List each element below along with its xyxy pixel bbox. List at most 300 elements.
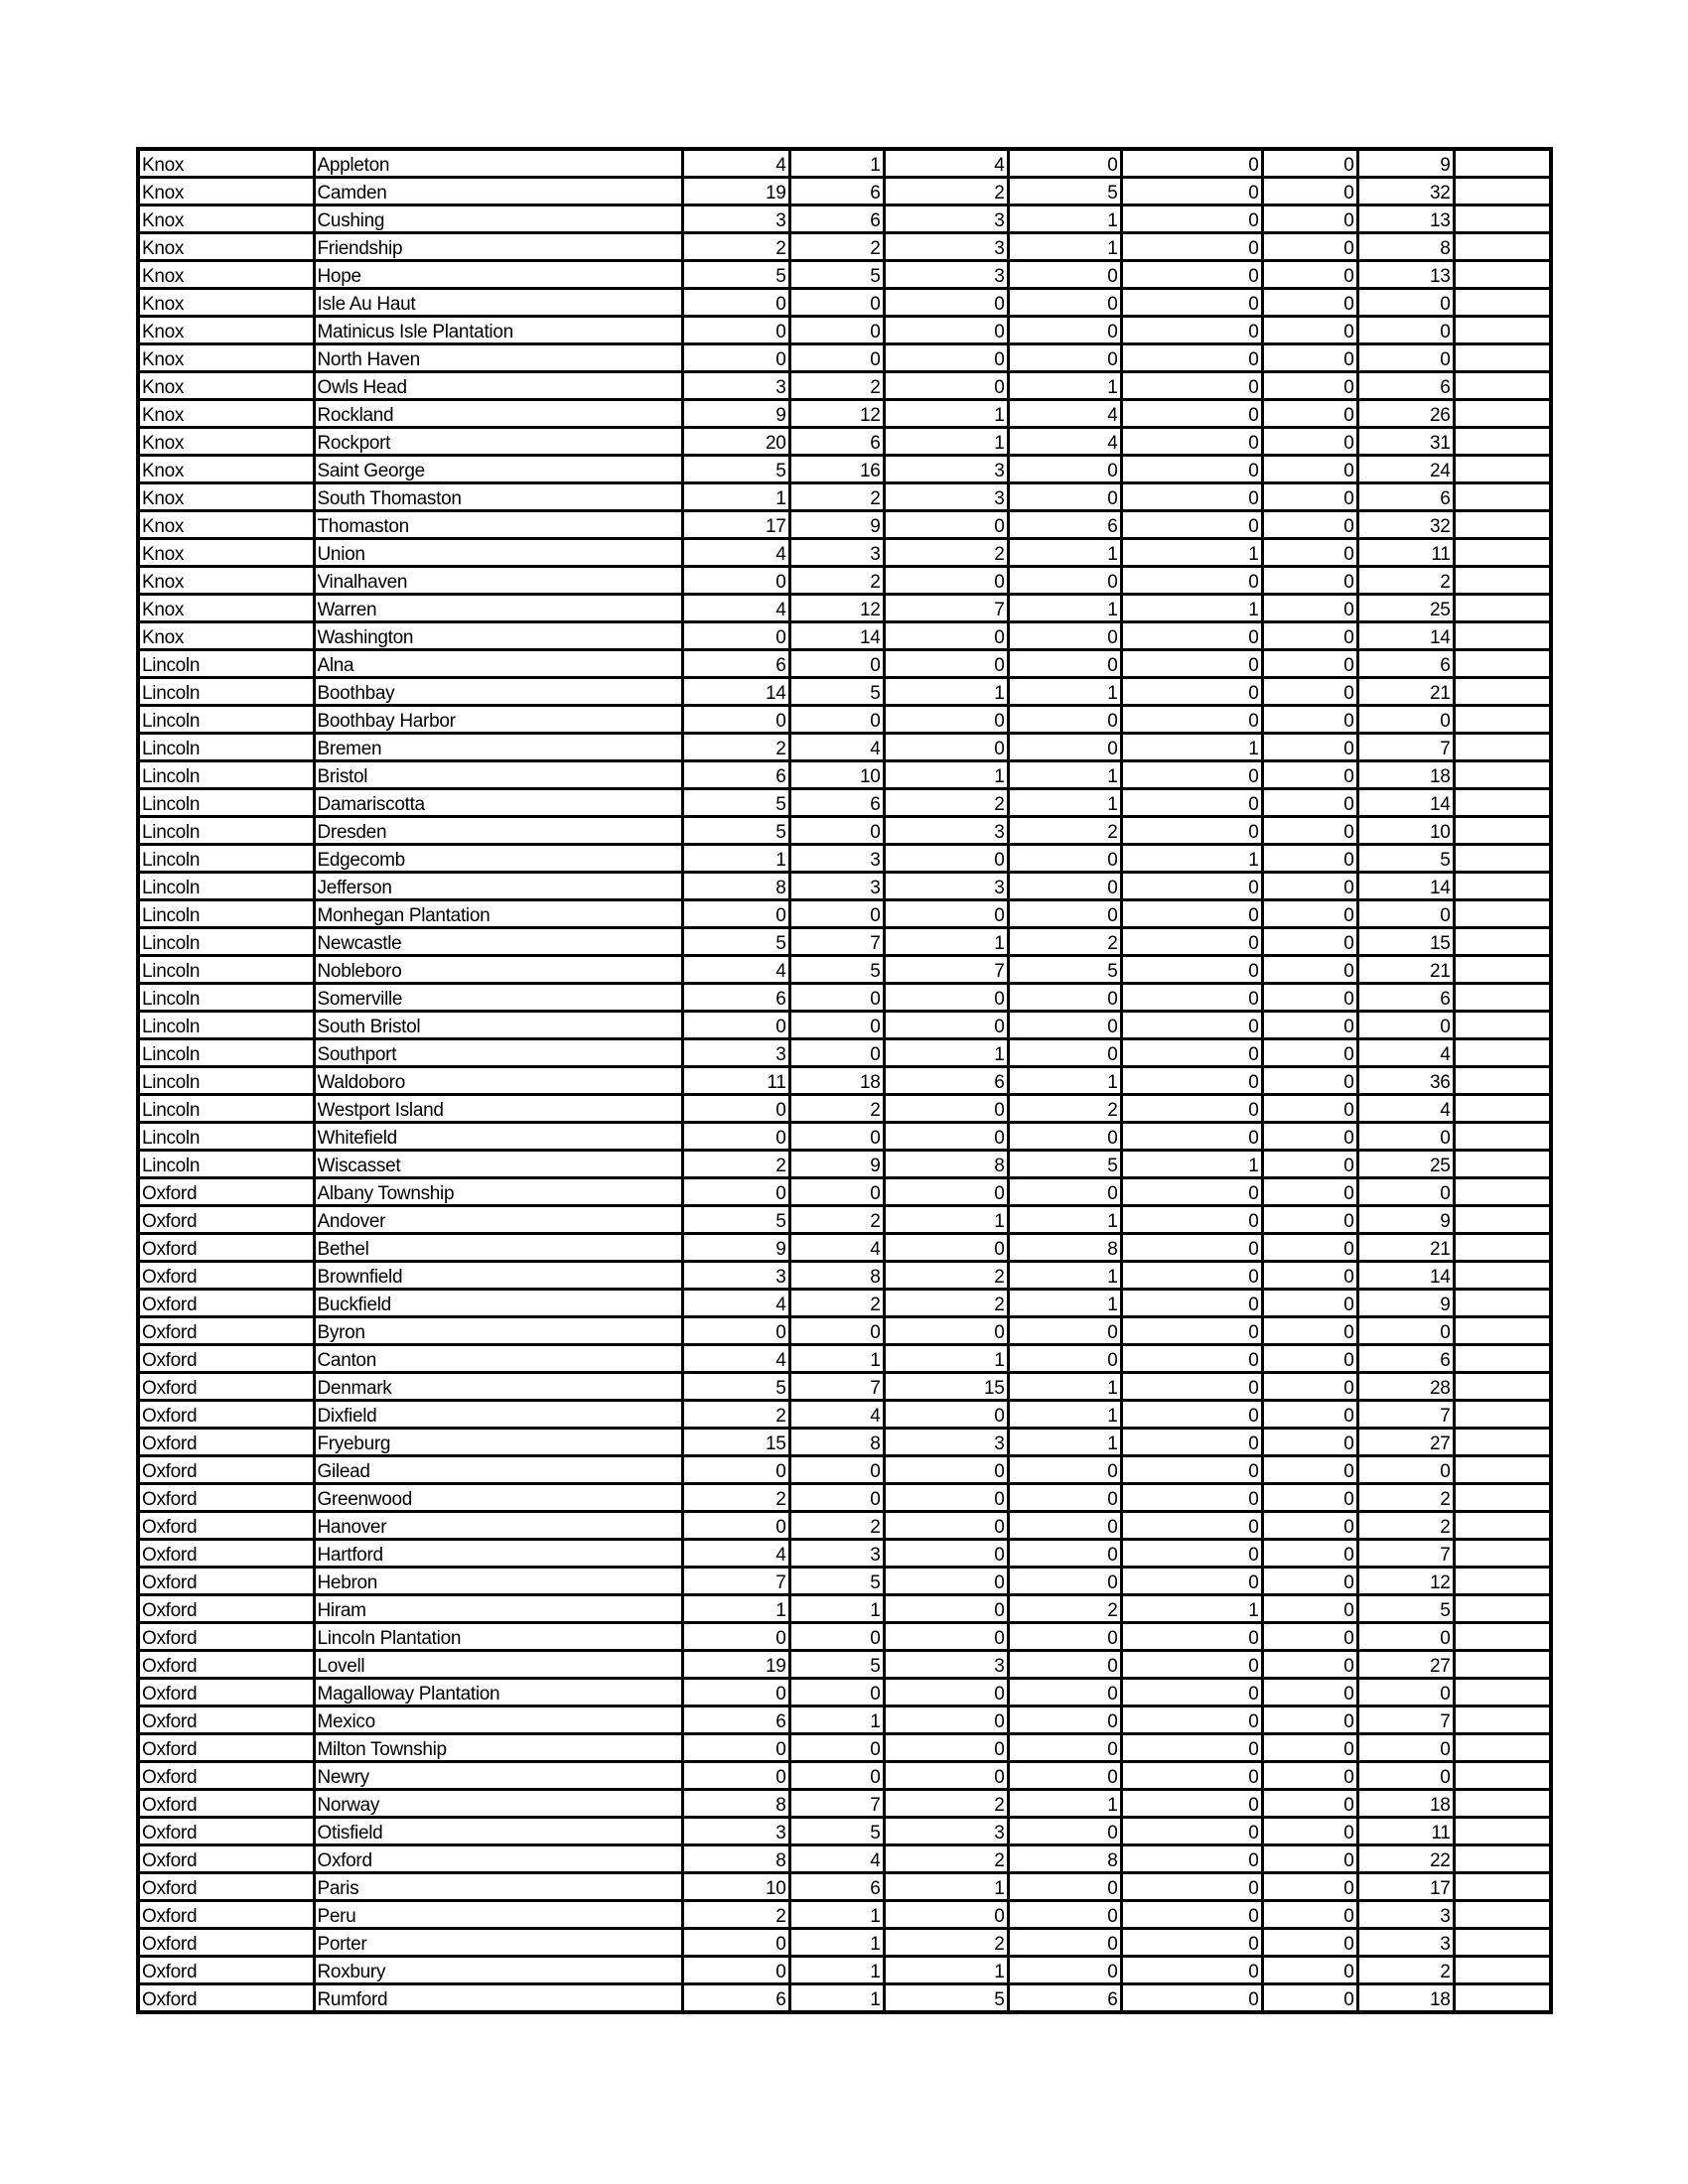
town-cell: Porter <box>314 1929 682 1957</box>
value-cell: 0 <box>1121 1039 1262 1067</box>
value-cell: 0 <box>682 1123 789 1151</box>
town-cell: Magalloway Plantation <box>314 1679 682 1706</box>
town-cell: Otisfield <box>314 1818 682 1845</box>
value-cell: 0 <box>1262 1484 1357 1512</box>
value-cell: 8 <box>789 1262 884 1290</box>
value-cell: 0 <box>1008 567 1121 595</box>
value-cell: 1 <box>789 149 884 178</box>
blank-cell <box>1454 1401 1551 1429</box>
value-cell: 17 <box>682 511 789 539</box>
value-cell: 0 <box>1357 1178 1454 1206</box>
value-cell: 3 <box>682 372 789 400</box>
town-cell: Damariscotta <box>314 789 682 817</box>
value-cell: 3 <box>884 817 1008 845</box>
table-row <box>138 567 1551 595</box>
value-cell: 0 <box>884 567 1008 595</box>
value-cell: 0 <box>789 1484 884 1512</box>
table-row <box>138 928 1551 956</box>
town-cell: Appleton <box>314 149 682 178</box>
value-cell: 5 <box>789 1818 884 1845</box>
value-cell: 0 <box>1121 678 1262 706</box>
town-cell: Dresden <box>314 817 682 845</box>
value-cell: 0 <box>1008 984 1121 1012</box>
value-cell: 0 <box>1008 1762 1121 1790</box>
value-cell: 0 <box>789 650 884 678</box>
blank-cell <box>1454 1762 1551 1790</box>
county-cell: Knox <box>138 289 314 317</box>
value-cell: 1 <box>884 1873 1008 1901</box>
value-cell: 5 <box>1008 178 1121 205</box>
town-cell: Jefferson <box>314 873 682 900</box>
blank-cell <box>1454 1067 1551 1095</box>
county-cell: Knox <box>138 317 314 344</box>
table-row <box>138 1178 1551 1206</box>
value-cell: 0 <box>1121 1568 1262 1595</box>
county-cell: Oxford <box>138 1790 314 1818</box>
value-cell: 0 <box>884 1178 1008 1206</box>
value-cell: 0 <box>682 706 789 734</box>
value-cell: 0 <box>1008 261 1121 289</box>
value-cell: 0 <box>1121 761 1262 789</box>
value-cell: 8 <box>682 1845 789 1873</box>
value-cell: 0 <box>789 317 884 344</box>
town-cell: Andover <box>314 1206 682 1234</box>
value-cell: 0 <box>1121 1818 1262 1845</box>
value-cell: 0 <box>1121 1401 1262 1429</box>
county-cell: Knox <box>138 539 314 567</box>
value-cell: 0 <box>884 511 1008 539</box>
value-cell: 0 <box>1262 233 1357 261</box>
table-row <box>138 1679 1551 1706</box>
value-cell: 6 <box>1008 511 1121 539</box>
county-cell: Oxford <box>138 1290 314 1317</box>
value-cell: 1 <box>789 1929 884 1957</box>
town-cell: Edgecomb <box>314 845 682 873</box>
blank-cell <box>1454 817 1551 845</box>
blank-cell <box>1454 928 1551 956</box>
value-cell: 12 <box>789 400 884 428</box>
value-cell: 0 <box>682 622 789 650</box>
value-cell: 0 <box>682 289 789 317</box>
value-cell: 0 <box>1262 1540 1357 1568</box>
value-cell: 0 <box>1262 261 1357 289</box>
town-cell: Camden <box>314 178 682 205</box>
value-cell: 0 <box>884 1234 1008 1262</box>
value-cell: 0 <box>1262 900 1357 928</box>
value-cell: 8 <box>1008 1234 1121 1262</box>
value-cell: 19 <box>682 1651 789 1679</box>
value-cell: 3 <box>884 873 1008 900</box>
value-cell: 0 <box>1121 344 1262 372</box>
value-cell: 0 <box>1008 1679 1121 1706</box>
blank-cell <box>1454 511 1551 539</box>
county-cell: Oxford <box>138 1762 314 1790</box>
value-cell: 0 <box>1008 289 1121 317</box>
town-cell: Albany Township <box>314 1178 682 1206</box>
value-cell: 14 <box>682 678 789 706</box>
value-cell: 5 <box>682 456 789 483</box>
town-cell: Alna <box>314 650 682 678</box>
value-cell: 3 <box>789 845 884 873</box>
value-cell: 0 <box>1121 1206 1262 1234</box>
county-cell: Oxford <box>138 1345 314 1373</box>
county-cell: Oxford <box>138 1568 314 1595</box>
value-cell: 0 <box>1262 1039 1357 1067</box>
blank-cell <box>1454 650 1551 678</box>
county-cell: Knox <box>138 428 314 456</box>
value-cell: 0 <box>1262 1234 1357 1262</box>
value-cell: 0 <box>1262 1290 1357 1317</box>
value-cell: 0 <box>1121 205 1262 233</box>
value-cell: 0 <box>789 344 884 372</box>
value-cell: 8 <box>789 1429 884 1456</box>
value-cell: 0 <box>1262 1067 1357 1095</box>
value-cell: 2 <box>884 789 1008 817</box>
blank-cell <box>1454 734 1551 761</box>
value-cell: 20 <box>682 428 789 456</box>
table-row <box>138 1706 1551 1734</box>
value-cell: 2 <box>789 233 884 261</box>
value-cell: 0 <box>1262 1568 1357 1595</box>
value-cell: 0 <box>1008 344 1121 372</box>
county-cell: Oxford <box>138 1984 314 2013</box>
county-cell: Oxford <box>138 1901 314 1929</box>
blank-cell <box>1454 622 1551 650</box>
value-cell: 1 <box>1121 1151 1262 1178</box>
county-cell: Lincoln <box>138 956 314 984</box>
blank-cell <box>1454 1957 1551 1984</box>
value-cell: 0 <box>1121 456 1262 483</box>
blank-cell <box>1454 900 1551 928</box>
table-row <box>138 734 1551 761</box>
value-cell: 3 <box>682 205 789 233</box>
value-cell: 9 <box>1357 1206 1454 1234</box>
value-cell: 0 <box>682 1095 789 1123</box>
value-cell: 2 <box>884 1845 1008 1873</box>
value-cell: 4 <box>682 595 789 622</box>
town-cell: Peru <box>314 1901 682 1929</box>
table-row <box>138 1123 1551 1151</box>
town-cell: Dixfield <box>314 1401 682 1429</box>
value-cell: 2 <box>1008 817 1121 845</box>
value-cell: 0 <box>1357 900 1454 928</box>
value-cell: 0 <box>1262 622 1357 650</box>
county-cell: Oxford <box>138 1484 314 1512</box>
table-row <box>138 1429 1551 1456</box>
value-cell: 21 <box>1357 1234 1454 1262</box>
value-cell: 0 <box>1121 1540 1262 1568</box>
county-cell: Lincoln <box>138 984 314 1012</box>
table-row <box>138 1540 1551 1568</box>
county-cell: Knox <box>138 372 314 400</box>
value-cell: 6 <box>1357 984 1454 1012</box>
town-cell: Saint George <box>314 456 682 483</box>
value-cell: 1 <box>682 845 789 873</box>
blank-cell <box>1454 1984 1551 2013</box>
town-cell: Newcastle <box>314 928 682 956</box>
value-cell: 0 <box>1008 1873 1121 1901</box>
town-cell: Friendship <box>314 233 682 261</box>
value-cell: 9 <box>1357 1290 1454 1317</box>
table-row <box>138 1456 1551 1484</box>
value-cell: 3 <box>884 1818 1008 1845</box>
value-cell: 0 <box>682 1762 789 1790</box>
value-cell: 0 <box>1121 1234 1262 1262</box>
value-cell: 0 <box>1262 456 1357 483</box>
blank-cell <box>1454 289 1551 317</box>
value-cell: 0 <box>1262 1845 1357 1873</box>
table-row <box>138 539 1551 567</box>
town-cell: Paris <box>314 1873 682 1901</box>
value-cell: 28 <box>1357 1373 1454 1401</box>
value-cell: 0 <box>1262 1929 1357 1957</box>
value-cell: 0 <box>789 900 884 928</box>
value-cell: 0 <box>1262 1178 1357 1206</box>
blank-cell <box>1454 1706 1551 1734</box>
value-cell: 0 <box>1008 900 1121 928</box>
value-cell: 0 <box>1262 567 1357 595</box>
table-row <box>138 595 1551 622</box>
value-cell: 3 <box>789 1540 884 1568</box>
value-cell: 3 <box>682 1039 789 1067</box>
value-cell: 3 <box>884 1651 1008 1679</box>
value-cell: 3 <box>789 873 884 900</box>
county-cell: Oxford <box>138 1512 314 1540</box>
value-cell: 0 <box>884 1706 1008 1734</box>
value-cell: 6 <box>789 1873 884 1901</box>
table-row <box>138 1373 1551 1401</box>
table-row <box>138 1734 1551 1762</box>
value-cell: 11 <box>1357 1818 1454 1845</box>
town-cell: South Thomaston <box>314 483 682 511</box>
value-cell: 5 <box>1008 1151 1121 1178</box>
table-row <box>138 984 1551 1012</box>
value-cell: 0 <box>1121 984 1262 1012</box>
table-row <box>138 678 1551 706</box>
blank-cell <box>1454 761 1551 789</box>
table-row <box>138 400 1551 428</box>
value-cell: 0 <box>884 1123 1008 1151</box>
value-cell: 6 <box>789 178 884 205</box>
table-row <box>138 1262 1551 1290</box>
table-row <box>138 1901 1551 1929</box>
value-cell: 5 <box>682 928 789 956</box>
value-cell: 0 <box>1121 178 1262 205</box>
value-cell: 0 <box>1262 178 1357 205</box>
value-cell: 0 <box>1008 1039 1121 1067</box>
county-cell: Oxford <box>138 1651 314 1679</box>
value-cell: 0 <box>1008 1317 1121 1345</box>
value-cell: 0 <box>1262 1901 1357 1929</box>
county-cell: Oxford <box>138 1734 314 1762</box>
value-cell: 0 <box>789 1679 884 1706</box>
value-cell: 7 <box>1357 1401 1454 1429</box>
value-cell: 4 <box>789 734 884 761</box>
value-cell: 0 <box>1262 1401 1357 1429</box>
value-cell: 2 <box>1008 928 1121 956</box>
blank-cell <box>1454 1679 1551 1706</box>
value-cell: 0 <box>1121 622 1262 650</box>
value-cell: 2 <box>682 1401 789 1429</box>
value-cell: 4 <box>789 1401 884 1429</box>
value-cell: 0 <box>1262 1262 1357 1290</box>
table-row <box>138 1790 1551 1818</box>
value-cell: 8 <box>884 1151 1008 1178</box>
value-cell: 0 <box>1121 1262 1262 1290</box>
value-cell: 1 <box>1008 1401 1121 1429</box>
blank-cell <box>1454 1178 1551 1206</box>
value-cell: 11 <box>682 1067 789 1095</box>
county-cell: Knox <box>138 205 314 233</box>
value-cell: 0 <box>884 622 1008 650</box>
blank-cell <box>1454 1929 1551 1957</box>
value-cell: 0 <box>1357 1123 1454 1151</box>
blank-cell <box>1454 1290 1551 1317</box>
table-body <box>138 149 1551 2012</box>
table-row <box>138 1984 1551 2013</box>
town-cell: Vinalhaven <box>314 567 682 595</box>
value-cell: 12 <box>789 595 884 622</box>
value-cell: 0 <box>1121 928 1262 956</box>
value-cell: 0 <box>1121 1873 1262 1901</box>
value-cell: 4 <box>1008 400 1121 428</box>
value-cell: 0 <box>1008 845 1121 873</box>
value-cell: 0 <box>682 900 789 928</box>
value-cell: 14 <box>1357 789 1454 817</box>
value-cell: 25 <box>1357 595 1454 622</box>
town-cell: Brownfield <box>314 1262 682 1290</box>
county-cell: Oxford <box>138 1818 314 1845</box>
table-row <box>138 428 1551 456</box>
table-row <box>138 761 1551 789</box>
value-cell: 0 <box>1121 1456 1262 1484</box>
value-cell: 0 <box>1121 483 1262 511</box>
table-row <box>138 1234 1551 1262</box>
county-cell: Oxford <box>138 1456 314 1484</box>
value-cell: 0 <box>1262 1317 1357 1345</box>
value-cell: 1 <box>1121 845 1262 873</box>
blank-cell <box>1454 317 1551 344</box>
value-cell: 1 <box>789 1345 884 1373</box>
table-row <box>138 873 1551 900</box>
value-cell: 0 <box>1121 1012 1262 1039</box>
value-cell: 0 <box>682 317 789 344</box>
blank-cell <box>1454 845 1551 873</box>
table-row <box>138 511 1551 539</box>
table-row <box>138 622 1551 650</box>
value-cell: 0 <box>1357 344 1454 372</box>
town-cell: Gilead <box>314 1456 682 1484</box>
county-town-results-table <box>136 147 1553 2014</box>
value-cell: 2 <box>789 1095 884 1123</box>
value-cell: 0 <box>1262 1429 1357 1456</box>
value-cell: 0 <box>1121 1429 1262 1456</box>
table-row <box>138 1401 1551 1429</box>
table-row <box>138 817 1551 845</box>
value-cell: 6 <box>884 1067 1008 1095</box>
value-cell: 0 <box>884 1540 1008 1568</box>
town-cell: Owls Head <box>314 372 682 400</box>
value-cell: 0 <box>1121 650 1262 678</box>
blank-cell <box>1454 1039 1551 1067</box>
value-cell: 21 <box>1357 956 1454 984</box>
table-row <box>138 845 1551 873</box>
table-row <box>138 1651 1551 1679</box>
table-row <box>138 456 1551 483</box>
value-cell: 0 <box>884 1595 1008 1623</box>
blank-cell <box>1454 1623 1551 1651</box>
table-row <box>138 1623 1551 1651</box>
value-cell: 0 <box>682 1012 789 1039</box>
value-cell: 0 <box>1262 1373 1357 1401</box>
value-cell: 1 <box>1008 761 1121 789</box>
value-cell: 0 <box>1262 595 1357 622</box>
town-cell: Norway <box>314 1790 682 1818</box>
county-cell: Lincoln <box>138 706 314 734</box>
value-cell: 1 <box>884 1345 1008 1373</box>
blank-cell <box>1454 233 1551 261</box>
value-cell: 10 <box>682 1873 789 1901</box>
table-row <box>138 149 1551 178</box>
value-cell: 0 <box>1357 1734 1454 1762</box>
value-cell: 0 <box>1008 1568 1121 1595</box>
value-cell: 5 <box>789 261 884 289</box>
blank-cell <box>1454 567 1551 595</box>
value-cell: 6 <box>789 789 884 817</box>
value-cell: 6 <box>789 428 884 456</box>
value-cell: 7 <box>1357 1706 1454 1734</box>
value-cell: 5 <box>789 1651 884 1679</box>
blank-cell <box>1454 372 1551 400</box>
town-cell: Matinicus Isle Plantation <box>314 317 682 344</box>
blank-cell <box>1454 956 1551 984</box>
value-cell: 7 <box>884 595 1008 622</box>
blank-cell <box>1454 1512 1551 1540</box>
value-cell: 0 <box>1121 1679 1262 1706</box>
value-cell: 0 <box>1262 873 1357 900</box>
value-cell: 0 <box>1121 789 1262 817</box>
town-cell: Buckfield <box>314 1290 682 1317</box>
value-cell: 1 <box>884 1957 1008 1984</box>
table-row <box>138 1957 1551 1984</box>
value-cell: 1 <box>789 1595 884 1623</box>
value-cell: 0 <box>1008 706 1121 734</box>
town-cell: Wiscasset <box>314 1151 682 1178</box>
value-cell: 2 <box>682 1484 789 1512</box>
value-cell: 0 <box>1121 1623 1262 1651</box>
value-cell: 0 <box>1121 149 1262 178</box>
value-cell: 0 <box>1121 511 1262 539</box>
value-cell: 16 <box>789 456 884 483</box>
value-cell: 0 <box>682 1623 789 1651</box>
value-cell: 18 <box>789 1067 884 1095</box>
town-cell: Southport <box>314 1039 682 1067</box>
value-cell: 2 <box>789 483 884 511</box>
value-cell: 0 <box>884 706 1008 734</box>
table-row <box>138 1290 1551 1317</box>
value-cell: 0 <box>1262 761 1357 789</box>
value-cell: 4 <box>682 149 789 178</box>
value-cell: 7 <box>789 928 884 956</box>
town-cell: Monhegan Plantation <box>314 900 682 928</box>
town-cell: Cushing <box>314 205 682 233</box>
value-cell: 4 <box>1357 1095 1454 1123</box>
table-row <box>138 178 1551 205</box>
county-cell: Oxford <box>138 1623 314 1651</box>
town-cell: Canton <box>314 1345 682 1373</box>
value-cell: 14 <box>1357 1262 1454 1290</box>
county-cell: Lincoln <box>138 845 314 873</box>
